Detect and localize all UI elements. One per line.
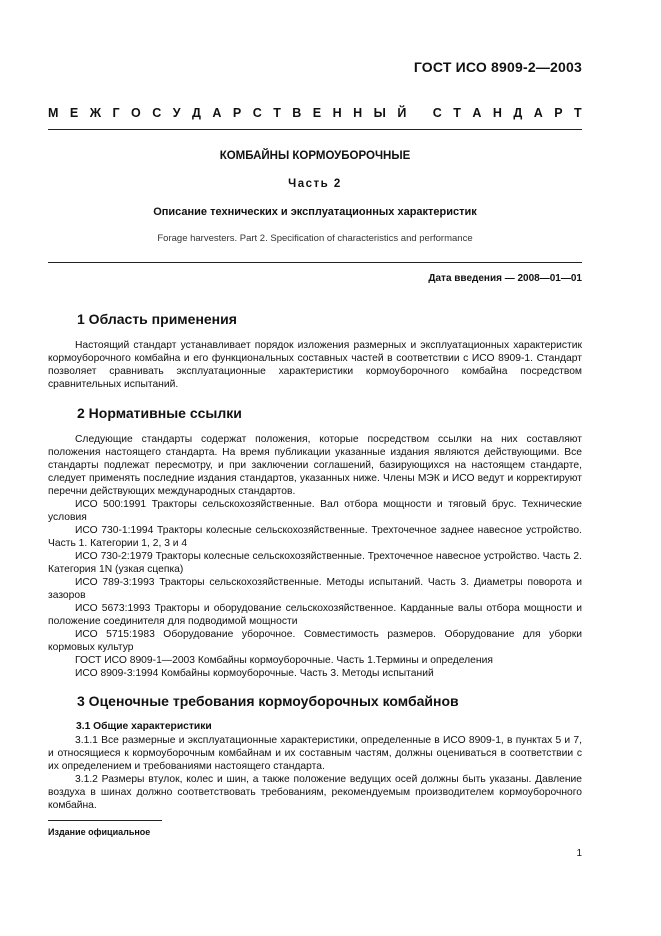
clause-3-1-2: 3.1.2 Размеры втулок, колес и шин, а также положение ведущих осей должны быть указаны. Давление воздуха в шинах должно соответствовать требованиям, рекомендуемым производителем кормоуборочного комбайна. [48, 774, 582, 811]
reference-item: ИСО 500:1991 Тракторы сельскохозяйственные. Вал отбора мощности и тяговый брус. Технические условия [48, 499, 582, 523]
top-divider [48, 129, 582, 130]
banner-letter: Д [513, 106, 523, 120]
subsection-3-1-heading: 3.1 Общие характеристики [76, 721, 212, 732]
reference-item: ИСО 5673:1993 Тракторы и оборудование сельскохозяйственное. Карданные валы отбора мощности и положение соединителя для подводимой мощности [48, 603, 582, 627]
banner-letter: О [131, 106, 141, 120]
standard-part: Часть 2 [288, 178, 342, 190]
banner-letter: Й [397, 106, 407, 120]
banner-gap [418, 106, 421, 120]
banner-letter: Р [554, 106, 563, 120]
section-2-heading: 2 Нормативные ссылки [77, 405, 242, 421]
banner-letter: Ы [373, 106, 386, 120]
official-edition-label: Издание официальное [48, 827, 151, 837]
banner-letter: В [292, 106, 302, 120]
section-3-heading: 3 Оценочные требования кормоуборочных комбайнов [77, 693, 459, 709]
banner-letter: Д [192, 106, 201, 120]
standard-title: КОМБАЙНЫ КОРМОУБОРОЧНЫЕ [219, 150, 411, 162]
banner-letter: А [472, 106, 482, 120]
reference-item: ИСО 789-3:1993 Тракторы сельскохозяйственные. Методы испытаний. Часть 3. Диаметры поворота и зазоров [48, 577, 582, 601]
reference-item: ГОСТ ИСО 8909-1—2003 Комбайны кормоуборочные. Часть 1.Термины и определения [75, 655, 493, 666]
title-divider [48, 262, 582, 263]
interstate-standard-banner [48, 106, 582, 120]
clause-3-1-1: 3.1.1 Все размерные и эксплуатационные характеристики, определенные в ИСО 8909-1, в пунктах 5 и 7, и относящиеся к кормоуборочным комбайнам и их составным частям, должны оцениваться в соответствии с их определением и требованиями настоящего стандарта. [48, 735, 582, 772]
reference-item: ИСО 730-1:1994 Тракторы колесные сельскохозяйственные. Трехточечное заднее навесное устройство. Часть 1. Категории 1, 2, 3 и 4 [48, 525, 582, 549]
banner-letter: Е [69, 106, 79, 120]
section-1-text: Настоящий стандарт устанавливает порядок изложения размерных и эксплуатационных характеристик кормоуборочного комбайна и его функциональных составных частей в соответствии с ИСО 8909-1. Стандарт позволяет сравнивать эксплуатационные характеристики кормоуборочного комбайна посредством сравнительных испытаний. [48, 340, 582, 390]
banner-letter: Г [112, 106, 120, 120]
reference-item: ИСО 8909-3:1994 Комбайны кормоуборочные. Часть 3. Методы испытаний [75, 668, 434, 679]
document-designation: ГОСТ ИСО 8909-2—2003 [413, 59, 582, 75]
introduction-date: Дата введения — 2008—01—01 [428, 273, 582, 284]
banner-letter: Н [332, 106, 342, 120]
banner-letter: Т [273, 106, 281, 120]
banner-letter: М [48, 106, 59, 120]
page-number: 1 [576, 848, 582, 859]
banner-letter: Е [312, 106, 322, 120]
english-title: Forage harvesters. Part 2. Specification of characteristics and performance [157, 233, 473, 244]
section-2-intro: Следующие стандарты содержат положения, которые посредством ссылки на них составляют положения настоящего стандарта. На время публикации указанные издания являются действующими. Все стандарты подлежат пересмотру, и при заключении соглашений, базирующихся на настоящем стандарте, следует применять последние издания стандартов, указанных ниже. Члены МЭК и ИСО ведут и корректируют перечни действующих международных стандартов. [48, 434, 582, 497]
footer-divider [48, 820, 162, 821]
banner-letter: С [152, 106, 162, 120]
banner-letter: Т [453, 106, 461, 120]
section-1-heading: 1 Область применения [77, 311, 237, 327]
banner-letter: Ж [89, 106, 102, 120]
banner-letter: Р [232, 106, 242, 120]
banner-letter: Т [574, 106, 582, 120]
banner-letter: С [252, 106, 262, 120]
banner-letter: С [432, 106, 442, 120]
banner-letter: А [533, 106, 543, 120]
standard-subtitle: Описание технических и эксплуатационных характеристик [153, 206, 477, 218]
reference-item: ИСО 5715:1983 Оборудование уборочное. Совместимость размеров. Оборудование для уборки кормовых культур [48, 629, 582, 653]
reference-item: ИСО 730-2:1979 Тракторы колесные сельскохозяйственные. Трехточечное навесное устройство. Часть 2. Категория 1N (узкая сцепка) [48, 551, 582, 575]
banner-letter: А [212, 106, 222, 120]
banner-letter: У [172, 106, 181, 120]
banner-letter: Н [353, 106, 363, 120]
banner-letter: Н [492, 106, 502, 120]
